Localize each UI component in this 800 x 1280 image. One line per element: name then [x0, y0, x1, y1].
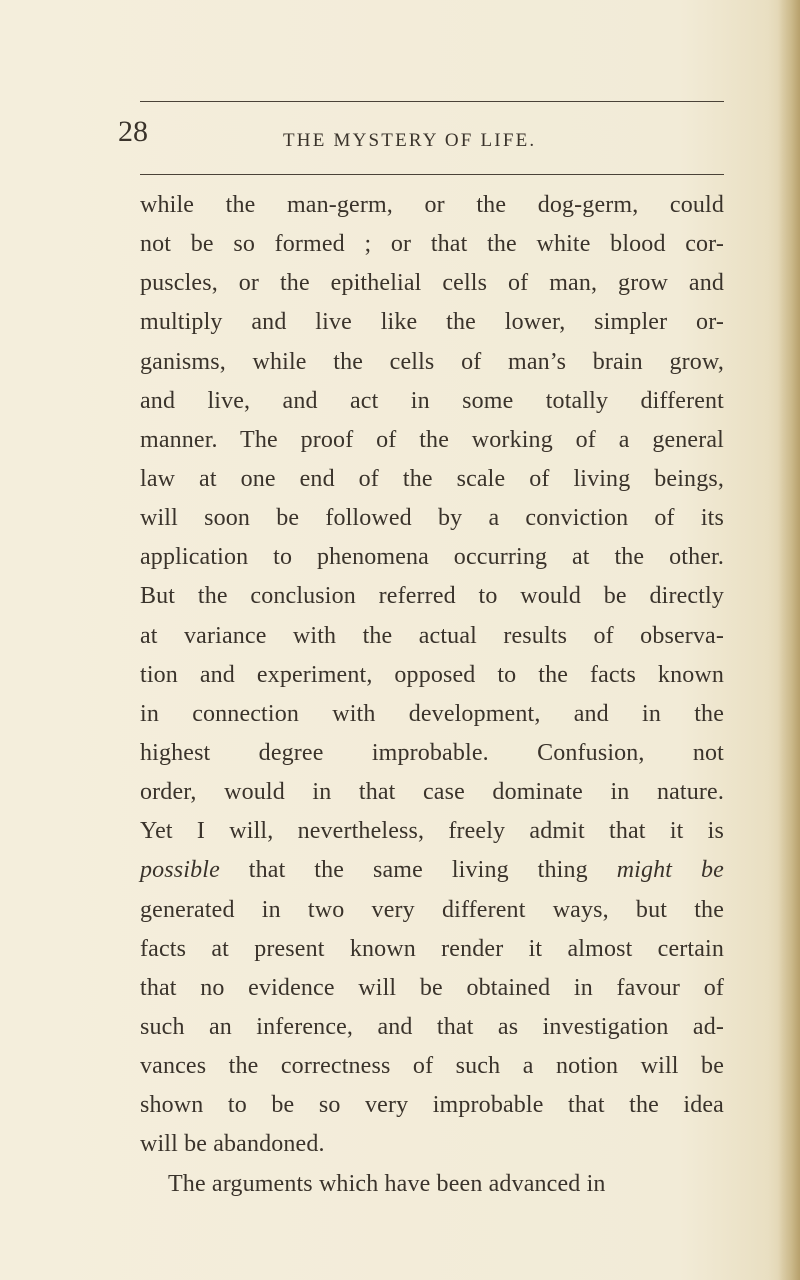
text-line: tion and experiment, opposed to the facts known [140, 661, 724, 688]
text-line: will soon be followed by a conviction of its [140, 505, 724, 532]
text-line: shown to be so very improbable that the idea [140, 1092, 724, 1119]
text-line: But the conclusion referred to would be directly [140, 583, 724, 610]
text-line-paragraph-end: will be abandoned. [140, 1131, 325, 1158]
body-text [140, 186, 724, 1204]
header-rule-bottom [140, 174, 724, 175]
header-rule-top [140, 101, 724, 102]
text-line-with-emphasis [140, 851, 724, 890]
text-line: law at one end of the scale of living beings, [140, 465, 724, 492]
text-line: manner. The proof of the working of a general [140, 426, 724, 453]
text-line: generated in two very different ways, but the [140, 896, 724, 923]
running-head: THE MYSTERY OF LIFE. [283, 130, 537, 151]
text-line: application to phenomena occurring at the other. [140, 544, 724, 571]
emphasis-might-be: might be [616, 857, 724, 884]
text-line: highest degree improbable. Confusion, not [140, 739, 724, 766]
text-line: not be so formed ; or that the white blood cor- [140, 231, 724, 258]
text-line: order, would in that case dominate in nature. [140, 779, 724, 806]
text-line: ganisms, while the cells of man’s brain grow, [140, 348, 724, 375]
text-line: such an inference, and that as investigation ad- [140, 1013, 724, 1040]
text-fragment: that the same living thing [219, 857, 617, 884]
text-line: and live, and act in some totally different [140, 387, 724, 414]
emphasis-possible: possible [140, 857, 220, 884]
text-line: that no evidence will be obtained in favour of [140, 974, 724, 1001]
text-line: at variance with the actual results of observa- [140, 622, 724, 649]
text-line: while the man-germ, or the dog-germ, could [140, 192, 724, 218]
page-edge-shadow [778, 0, 800, 1280]
text-line-paragraph-start: The arguments which have been advanced in [168, 1170, 606, 1197]
text-line: in connection with development, and in the [140, 700, 724, 727]
text-line: vances the correctness of such a notion will be [140, 1053, 724, 1080]
text-line: Yet I will, nevertheless, freely admit that it is [140, 818, 724, 845]
text-line: puscles, or the epithelial cells of man, grow and [140, 270, 724, 297]
text-line: multiply and live like the lower, simpler or- [140, 309, 724, 336]
page-number: 28 [118, 115, 148, 148]
text-line: facts at present known render it almost certain [140, 935, 724, 962]
